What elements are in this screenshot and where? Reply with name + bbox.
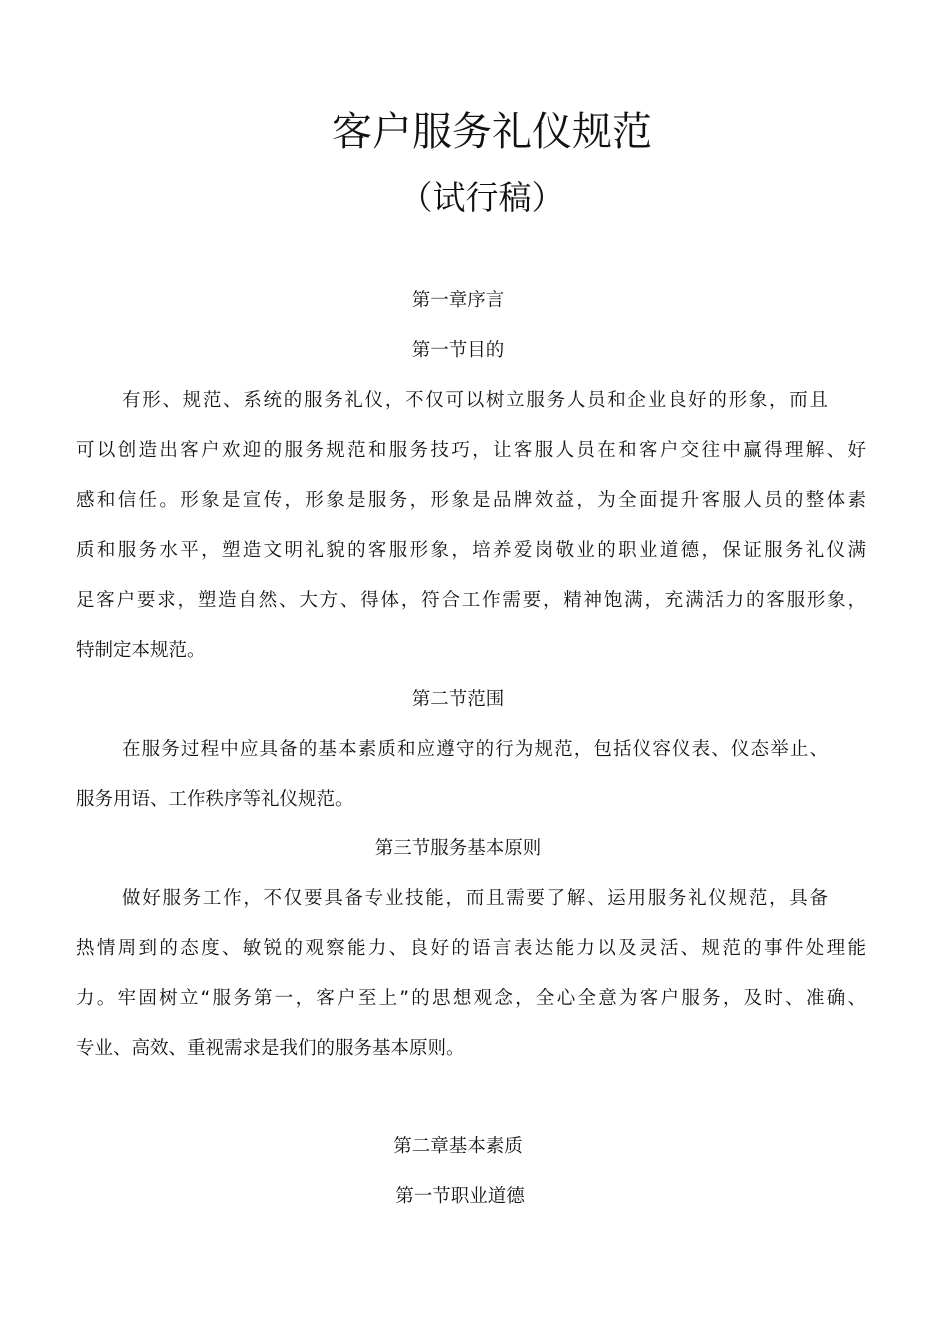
paragraph-principles — [76, 884, 866, 1084]
chapter-1-heading: 第一章序言 — [411, 290, 505, 311]
document-subtitle: （试行稿） — [399, 178, 565, 217]
paragraph-purpose — [76, 386, 866, 686]
section-1-3-heading: 第三节服务基本原则 — [374, 838, 542, 859]
chapter-2-heading: 第二章基本素质 — [393, 1136, 523, 1157]
paragraph-line: 可以创造出客户欢迎的服务规范和服务技巧，让客服人员在和客户交往中赢得理解、好 — [76, 440, 866, 461]
section-2-1-heading: 第一节职业道德 — [395, 1186, 525, 1207]
paragraph-line: 专业、高效、重视需求是我们的服务基本原则。 — [76, 1038, 465, 1059]
paragraph-line: 有形、规范、系统的服务礼仪，不仅可以树立服务人员和企业良好的形象，而且 — [122, 390, 828, 411]
paragraph-line: 质和服务水平，塑造文明礼貌的客服形象，培养爱岗敬业的职业道德，保证服务礼仪满 — [76, 540, 866, 561]
paragraph-line: 热情周到的态度、敏锐的观察能力、良好的语言表达能力以及灵活、规范的事件处理能 — [76, 938, 866, 959]
section-1-1-heading: 第一节目的 — [411, 340, 505, 361]
paragraph-line: 做好服务工作，不仅要具备专业技能，而且需要了解、运用服务礼仪规范，具备 — [122, 888, 828, 909]
section-1-2-heading: 第二节范围 — [411, 689, 505, 710]
document-title: 客户服务礼仪规范 — [332, 109, 652, 155]
paragraph-scope — [76, 735, 866, 835]
paragraph-line: 服务用语、工作秩序等礼仪规范。 — [76, 789, 354, 810]
paragraph-line: 特制定本规范。 — [76, 640, 206, 661]
paragraph-line: 感和信任。形象是宣传，形象是服务，形象是品牌效益，为全面提升客服人员的整体素 — [76, 490, 866, 511]
paragraph-line: 力。牢固树立“服务第一，客户至上”的思想观念，全心全意为客户服务，及时、准确、 — [76, 988, 866, 1009]
paragraph-line: 在服务过程中应具备的基本素质和应遵守的行为规范，包括仪容仪表、仪态举止、 — [122, 739, 828, 760]
paragraph-line: 足客户要求，塑造自然、大方、得体，符合工作需要，精神饱满，充满活力的客服形象， — [76, 590, 866, 611]
